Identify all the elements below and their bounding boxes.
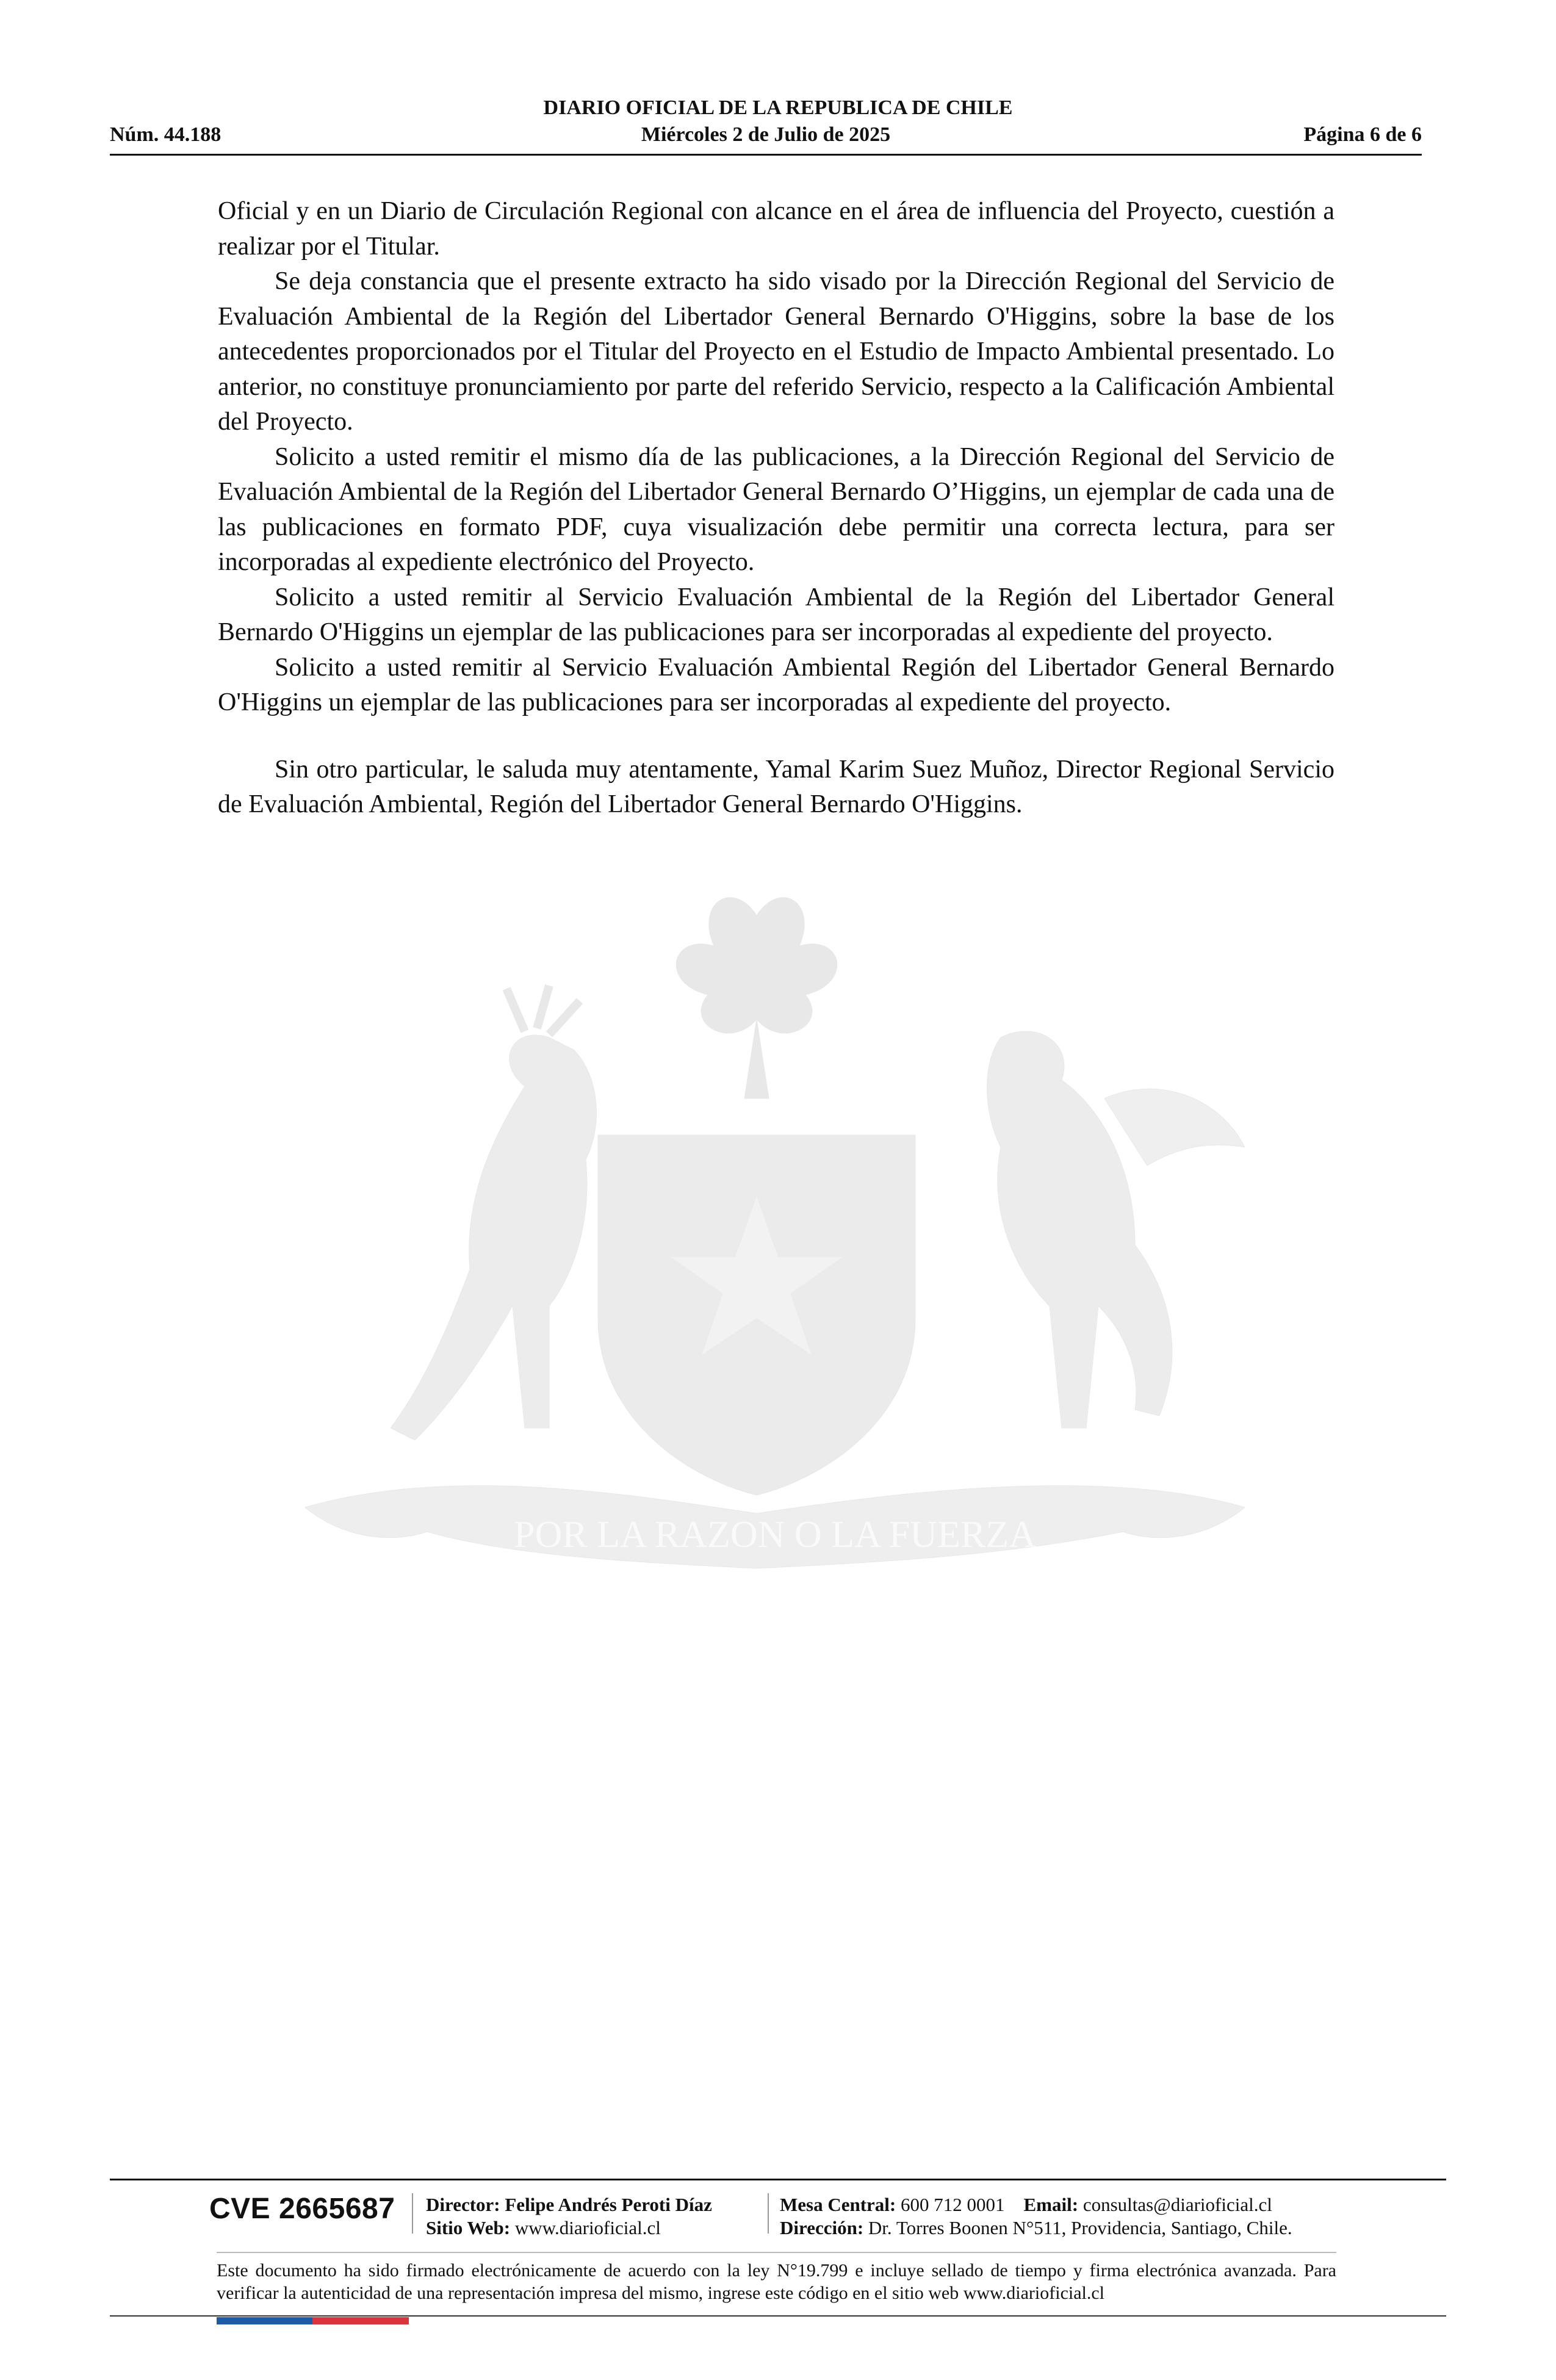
paragraph-continuation: Oficial y en un Diario de Circulación Regional con alcance en el área de influencia del Proyecto, cuestión a realizar por el Titular.: [218, 197, 1334, 261]
cve-code: CVE 2665687: [209, 2193, 395, 2225]
paragraph-request-sea-repeat: Solicito a usted remitir al Servicio Evaluación Ambiental Región del Libertador General Bernardo O'Higgins un ejemplar de las publicaciones para ser incorporadas al expediente del proyecto.: [218, 653, 1334, 716]
issue-date: Miércoles 2 de Julio de 2025: [641, 123, 891, 146]
chile-coat-of-arms-icon: [207, 879, 1342, 1672]
flag-stripe-blue: [217, 2317, 312, 2324]
paragraph-pdf-request: Solicito a usted remitir el mismo día de las publicaciones, a la Dirección Regional del Servicio de Evaluación Ambiental de la Región del Libertador General Bernardo O’Higgins, un ejemplar de cada una de las publicaciones en formato PDF, cuya visualización debe permitir una correcta lectura, para ser incorporadas al expediente electrónico del Proyecto.: [218, 442, 1334, 576]
footer-director-block: [426, 2193, 712, 2240]
website-link[interactable]: www.diarioficial.cl: [514, 2217, 661, 2238]
newspaper-title: DIARIO OFICIAL DE LA REPUBLICA DE CHILE: [543, 96, 1013, 119]
paragraph-signature: Sin otro particular, le saluda muy atentamente, Yamal Karim Suez Muñoz, Director Regional Servicio de Evaluación Ambiental, Región del Libertador General Bernardo O'Higgins.: [218, 755, 1334, 818]
footer-separator: [412, 2193, 413, 2234]
legal-notice: Este documento ha sido firmado electrónicamente de acuerdo con la ley N°19.799 e incluye sellado de tiempo y firma electrónica avanzada. Para verificar la autenticidad de una representación impresa del mismo, ingrese este código en el sitio web www.diarioficial.cl: [217, 2260, 1336, 2303]
issue-number: Núm. 44.188: [110, 123, 222, 146]
director-name: Felipe Andrés Peroti Díaz: [505, 2194, 712, 2215]
website-label: Sitio Web:: [426, 2217, 511, 2238]
coat-of-arms-motto: POR LA RAZON O LA FUERZA: [513, 1514, 1037, 1556]
mesa-phone: 600 712 0001: [901, 2194, 1005, 2215]
email-label: Email:: [1023, 2194, 1079, 2215]
paragraph-request-sea: Solicito a usted remitir al Servicio Evaluación Ambiental de la Región del Libertador General Bernardo O'Higgins un ejemplar de las publicaciones para ser incorporadas al expediente del proyecto.: [218, 583, 1334, 646]
header-divider: [110, 154, 1422, 156]
footer-divider-thin: [217, 2252, 1336, 2253]
footer-separator: [768, 2193, 769, 2234]
paragraph-visado: Se deja constancia que el presente extracto ha sido visado por la Dirección Regional del Servicio de Evaluación Ambiental de la Región del Libertador General Bernardo O'Higgins, sobre la base de los antecedentes proporcionados por el Titular del Proyecto en el Estudio de Impacto Ambiental presentado. Lo anterior, no constituye pronunciamiento por parte del referido Servicio, respecto a la Calificación Ambiental del Proyecto.: [218, 267, 1334, 436]
article-body: [218, 194, 1334, 823]
footer-divider-bottom: [110, 2315, 1446, 2317]
mesa-label: Mesa Central:: [780, 2194, 896, 2215]
address-value: Dr. Torres Boonen N°511, Providencia, Santiago, Chile.: [868, 2217, 1292, 2238]
flag-stripe-red: [312, 2317, 409, 2324]
director-label: Director:: [426, 2194, 500, 2215]
email-link[interactable]: consultas@diarioficial.cl: [1082, 2194, 1272, 2215]
page-indicator: Página 6 de 6: [1303, 123, 1422, 146]
footer-divider-top: [110, 2179, 1446, 2180]
footer-contact-block: [780, 2193, 1292, 2240]
address-label: Dirección:: [780, 2217, 864, 2238]
